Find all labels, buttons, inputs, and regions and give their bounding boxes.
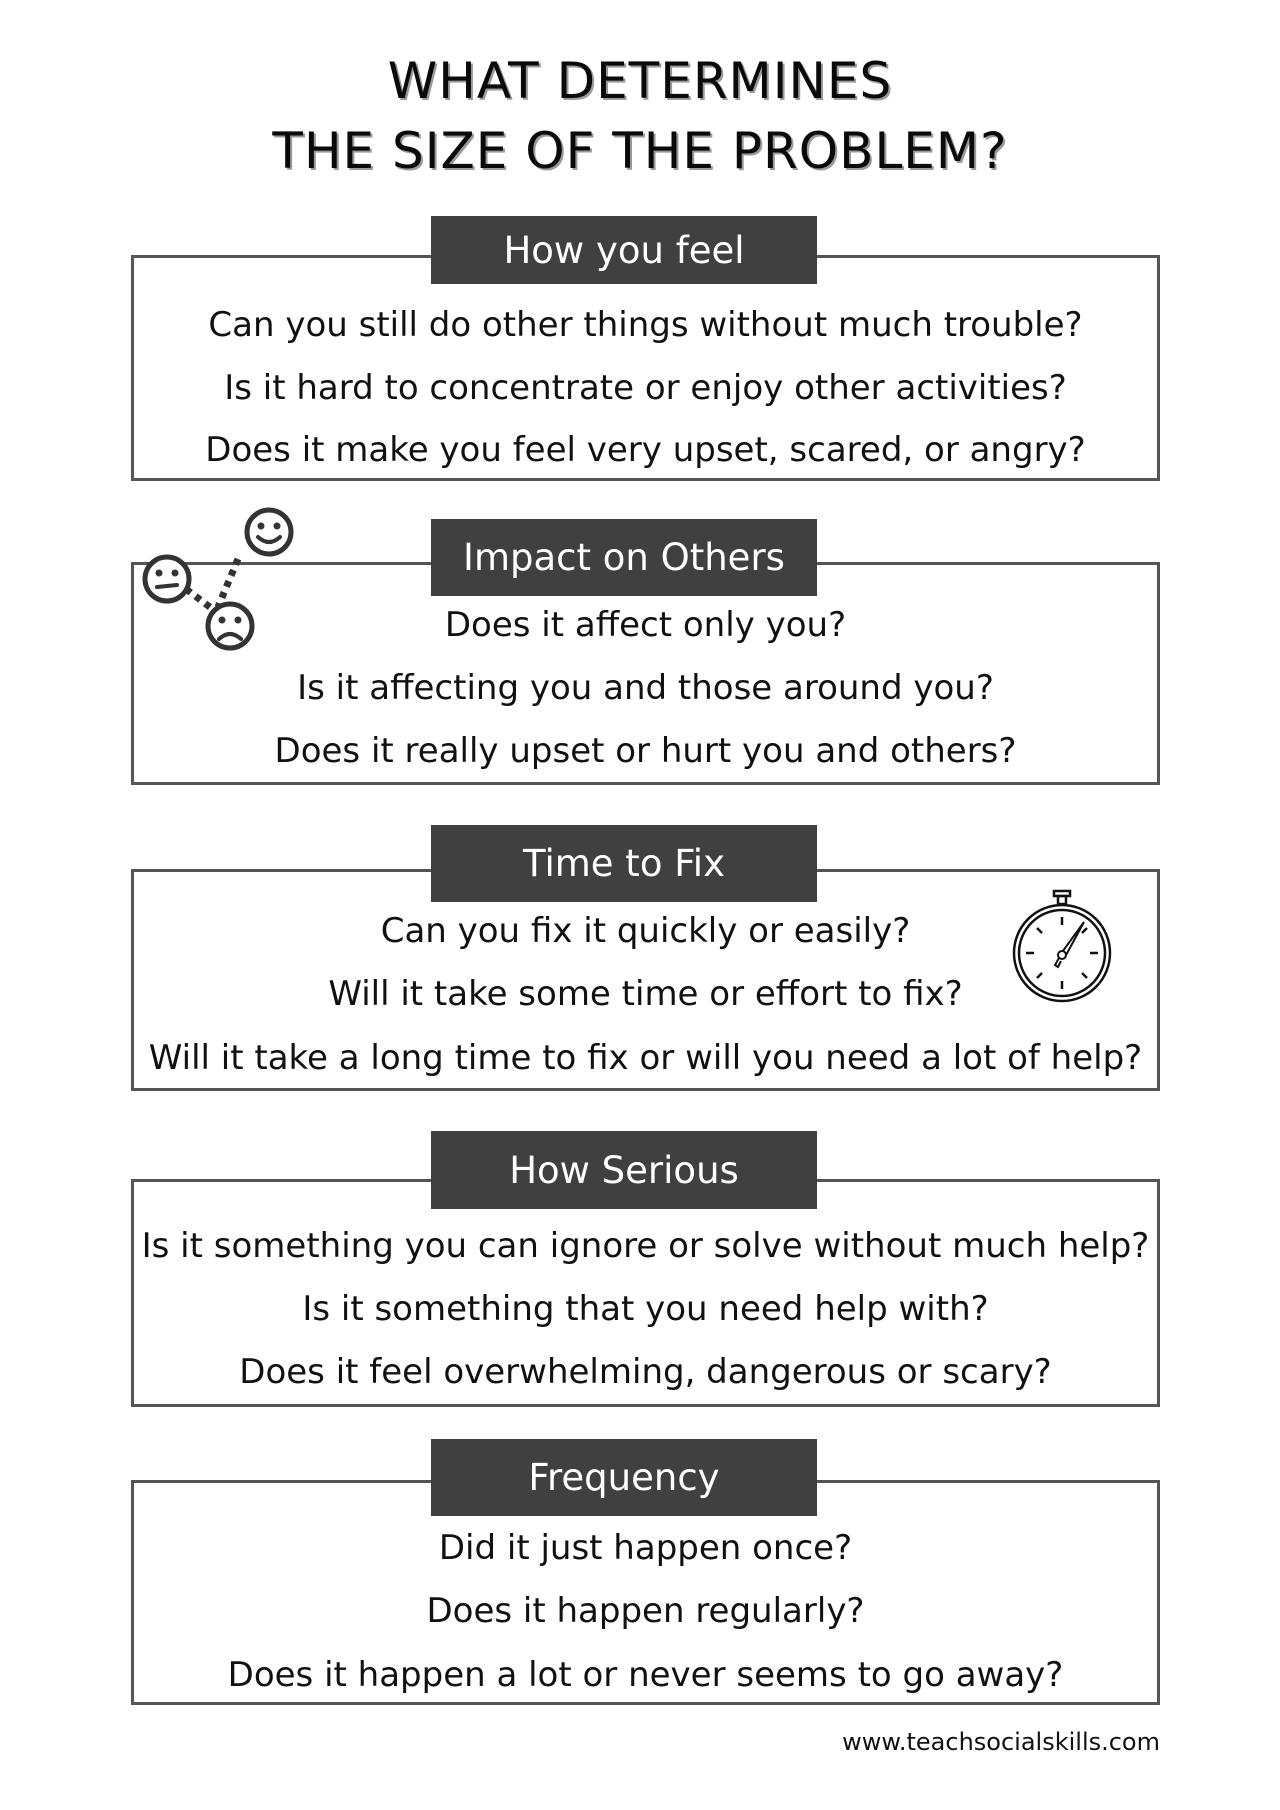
question: Does it feel overwhelming, dangerous or scary? bbox=[239, 1352, 1052, 1392]
question: Is it affecting you and those around you? bbox=[297, 668, 994, 708]
question: Does it really upset or hurt you and others? bbox=[274, 731, 1017, 771]
question: Did it just happen once? bbox=[438, 1528, 853, 1568]
question: Does it happen a lot or never seems to go away? bbox=[227, 1655, 1064, 1695]
question: Can you fix it quickly or easily? bbox=[380, 911, 911, 951]
question: Is it hard to concentrate or enjoy other activities? bbox=[224, 368, 1067, 408]
section-how-serious bbox=[131, 1131, 1160, 1411]
page-title-line-2: THE SIZE OF THE PROBLEM? bbox=[272, 122, 1008, 180]
section-time-to-fix bbox=[131, 825, 1160, 1095]
section-how-you-feel bbox=[131, 216, 1160, 486]
question: Does it make you feel very upset, scared, or angry? bbox=[205, 430, 1086, 470]
question: Will it take a long time to fix or will you need a lot of help? bbox=[148, 1038, 1143, 1078]
section-heading: Time to Fix bbox=[431, 825, 817, 902]
question: Will it take some time or effort to fix? bbox=[328, 974, 963, 1014]
question: Is it something that you need help with? bbox=[302, 1289, 989, 1329]
page-title-line-1: WHAT DETERMINES bbox=[387, 52, 893, 110]
section-heading: Frequency bbox=[431, 1439, 817, 1516]
question: Does it happen regularly? bbox=[426, 1591, 865, 1631]
question: Does it affect only you? bbox=[444, 605, 847, 645]
question: Can you still do other things without much trouble? bbox=[208, 305, 1083, 345]
section-frequency bbox=[131, 1439, 1160, 1709]
section-impact-on-others bbox=[131, 519, 1160, 789]
question: Is it something you can ignore or solve without much help? bbox=[141, 1226, 1150, 1266]
section-heading: How Serious bbox=[431, 1131, 817, 1209]
section-heading: How you feel bbox=[431, 216, 817, 284]
website-link[interactable]: www.teachsocialskills.com bbox=[842, 1728, 1160, 1756]
section-heading: Impact on Others bbox=[431, 519, 817, 596]
